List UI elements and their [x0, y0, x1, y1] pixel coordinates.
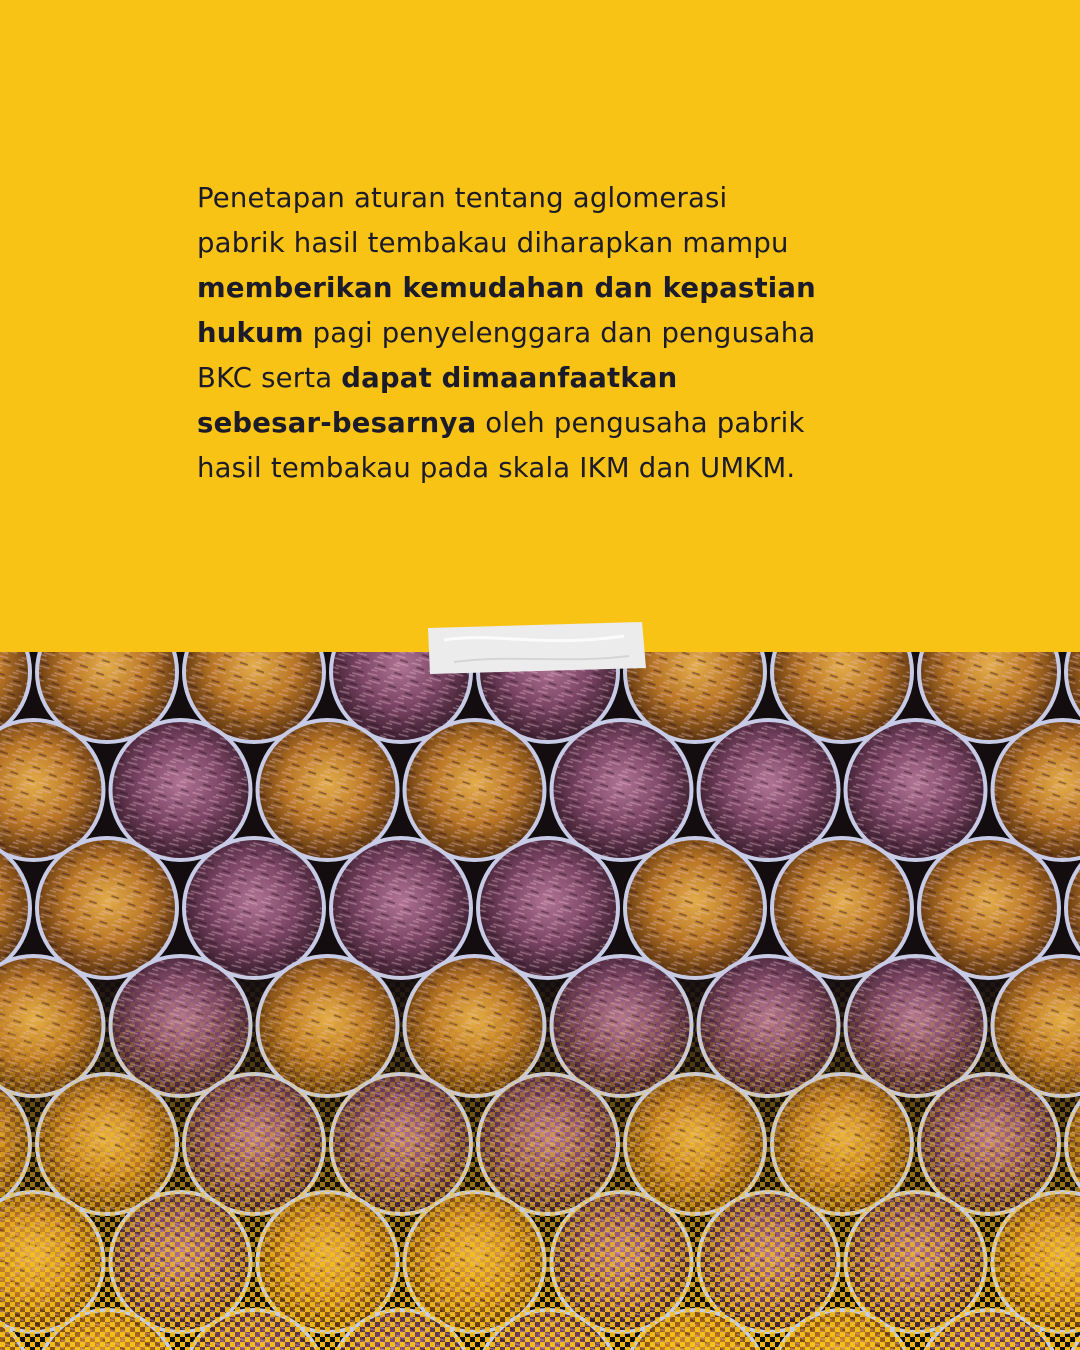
line-6-rest: oleh pengusaha pabrik [476, 407, 805, 439]
paragraph-line-5 [197, 356, 897, 401]
paragraph-line-7: hasil tembakau pada skala IKM dan UMKM. [197, 452, 796, 484]
paragraph-line-6 [197, 401, 897, 446]
paragraph-line-4 [197, 311, 897, 356]
paragraph-line-3-bold: memberikan kemudahan dan kepastian [197, 272, 816, 304]
line-5-start: BKC serta [197, 362, 342, 394]
cigarette-ends-photo [0, 652, 1080, 1350]
paragraph-line-2: pabrik hasil tembakau diharapkan mampu [197, 227, 789, 259]
bold-sebesar: sebesar-besarnya [197, 407, 477, 439]
cigarette-ends-illustration [0, 652, 1080, 1350]
bold-hukum: hukum [197, 317, 304, 349]
line-4-rest: pagi penyelenggara dan pengusaha [303, 317, 816, 349]
bold-dimanfaatkan: dapat dimaanfaatkan [341, 362, 678, 394]
tape-strip [424, 618, 648, 676]
body-paragraph [197, 176, 897, 491]
paragraph-line-1: Penetapan aturan tentang aglomerasi [197, 182, 728, 214]
halftone-overlay [0, 652, 1080, 1350]
